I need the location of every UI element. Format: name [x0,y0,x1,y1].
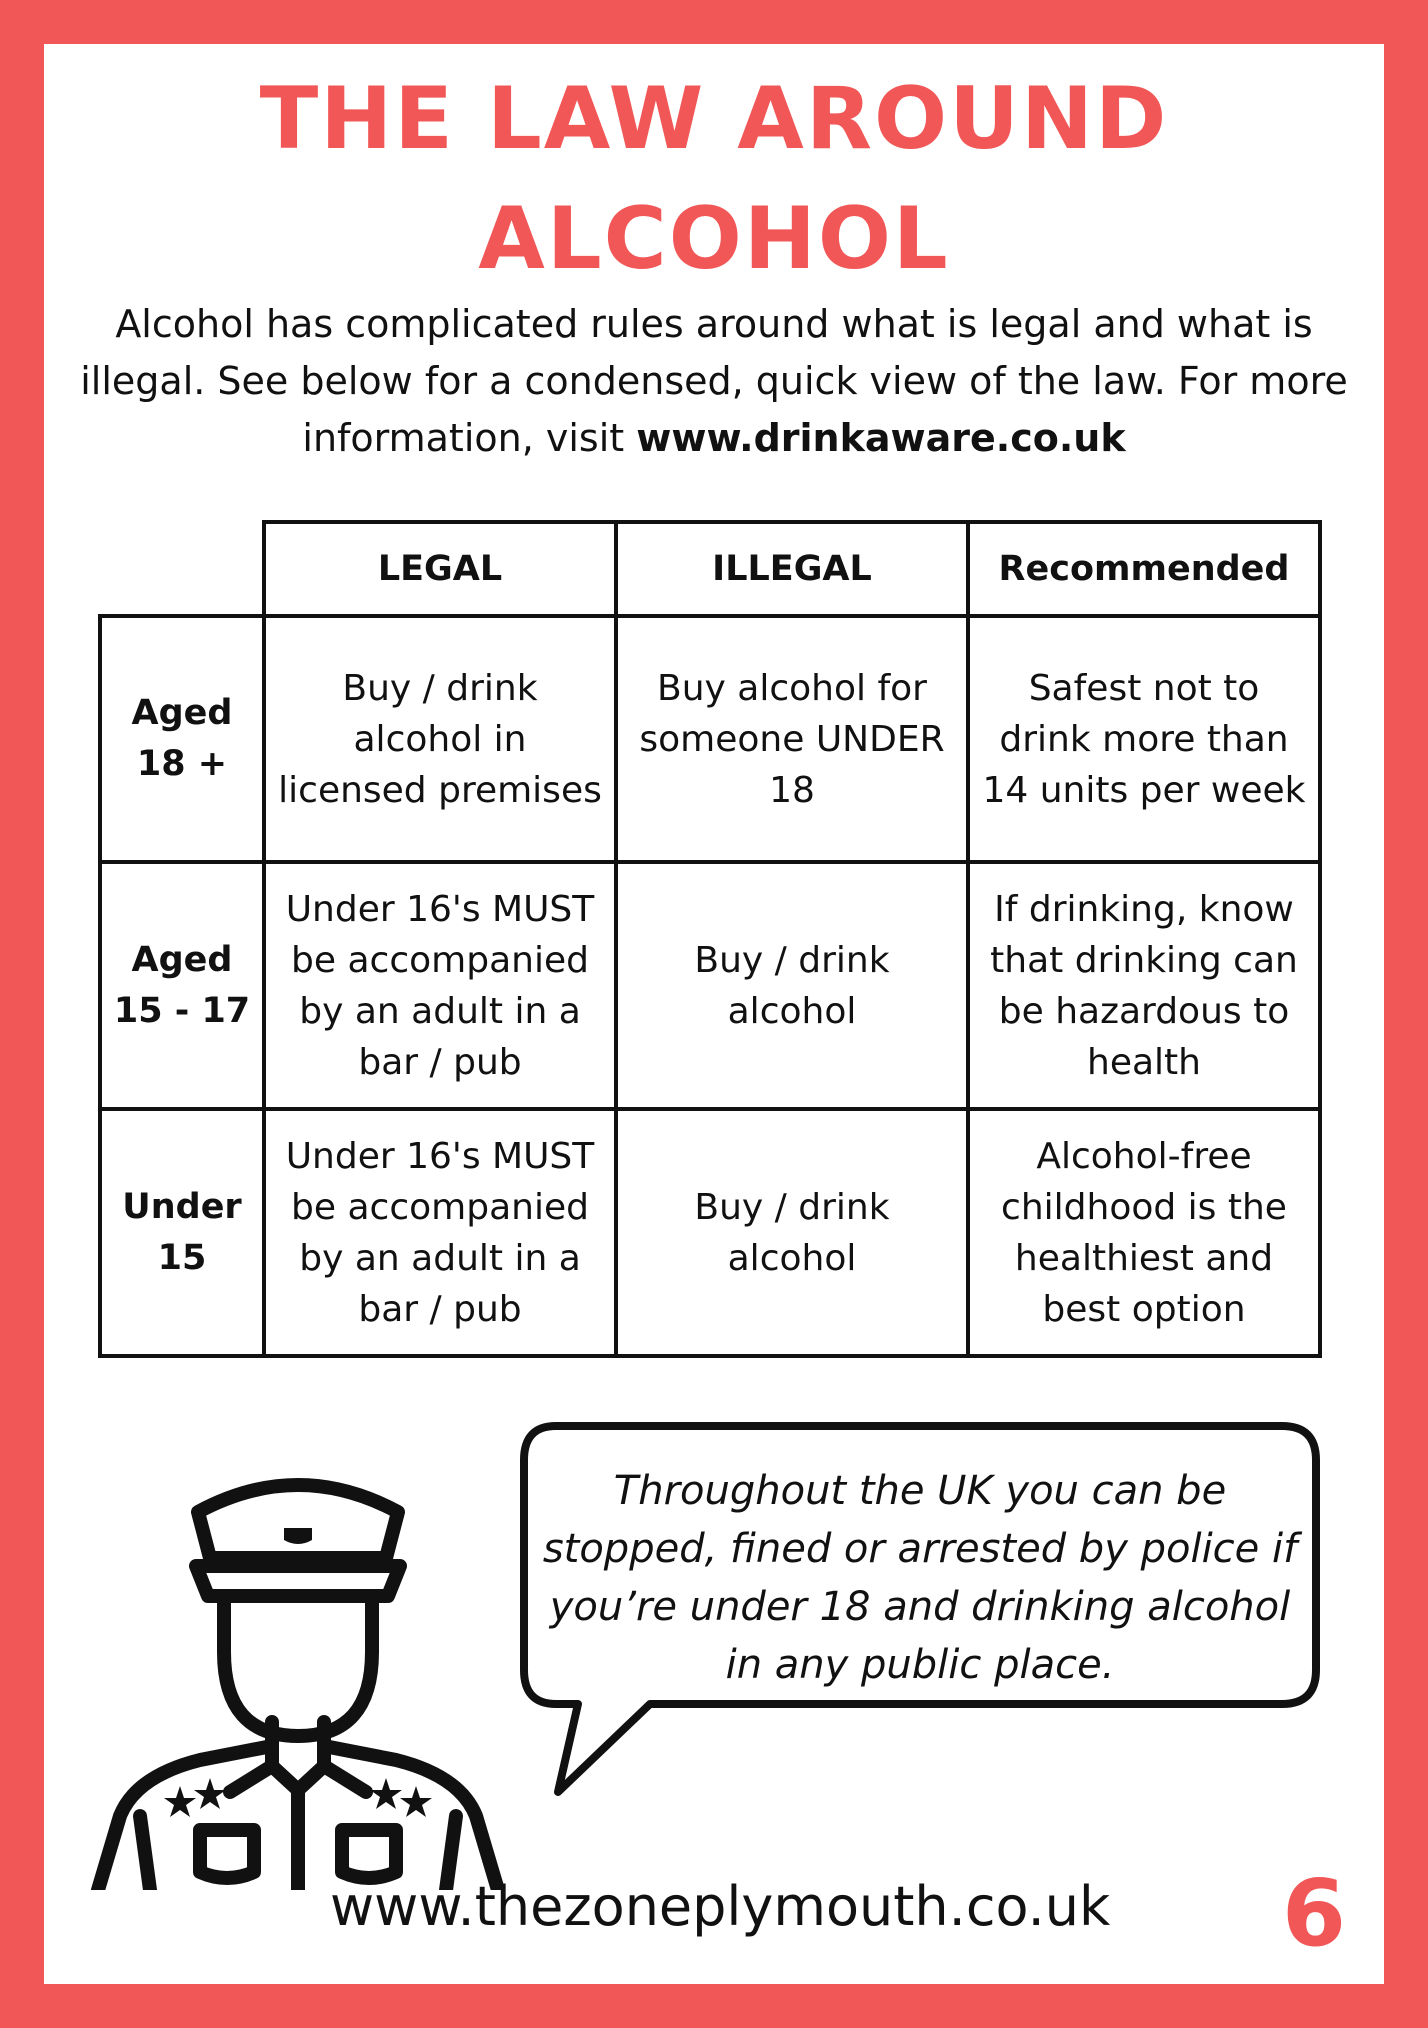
police-warning-quote: Throughout the UK you can be stopped, fined or arrested by police if you’re under 18 and drinking alcohol in any public place. [542,1468,1298,1688]
alcohol-law-table [98,520,1322,1358]
row-label: Aged 18 + [100,616,264,862]
intro-paragraph [80,296,1348,467]
row-label: Aged 15 - 17 [100,862,264,1109]
cell-illegal: Buy / drink alcohol [616,862,968,1109]
cell-legal: Buy / drink alcohol in licensed premises [264,616,616,862]
cell-legal: Under 16's MUST be accompanied by an adult in a bar / pub [264,862,616,1109]
cell-recommended: Alcohol-free childhood is the healthiest and best option [968,1109,1320,1356]
page-title-line-2: ALCOHOL [478,189,950,289]
header-legal: LEGAL [264,522,616,616]
cell-recommended: If drinking, know that drinking can be hazardous to health [968,862,1320,1109]
page-number: 6 [1282,1860,1347,1967]
table-header-row [100,522,1320,616]
table-corner-cell [100,522,264,616]
cell-legal: Under 16's MUST be accompanied by an adult in a bar / pub [264,1109,616,1356]
header-illegal: ILLEGAL [616,522,968,616]
intro-text: Alcohol has complicated rules around what is legal and what is illegal. See below for a condensed, quick view of the law. For more information, visit [80,302,1348,460]
cell-illegal: Buy alcohol for someone UNDER 18 [616,616,968,862]
table-row [100,862,1320,1109]
cell-illegal: Buy / drink alcohol [616,1109,968,1356]
police-officer-icon [88,1460,508,1890]
page-title-line-1: THE LAW AROUND [259,69,1169,169]
table-row [100,1109,1320,1356]
cell-recommended: Safest not to drink more than 14 units per week [968,616,1320,862]
header-recommended: Recommended [968,522,1320,616]
drinkaware-link[interactable]: www.drinkaware.co.uk [636,416,1126,460]
table-row [100,616,1320,862]
row-label: Under 15 [100,1109,264,1356]
footer-website-link[interactable]: www.thezoneplymouth.co.uk [330,1875,1111,1938]
